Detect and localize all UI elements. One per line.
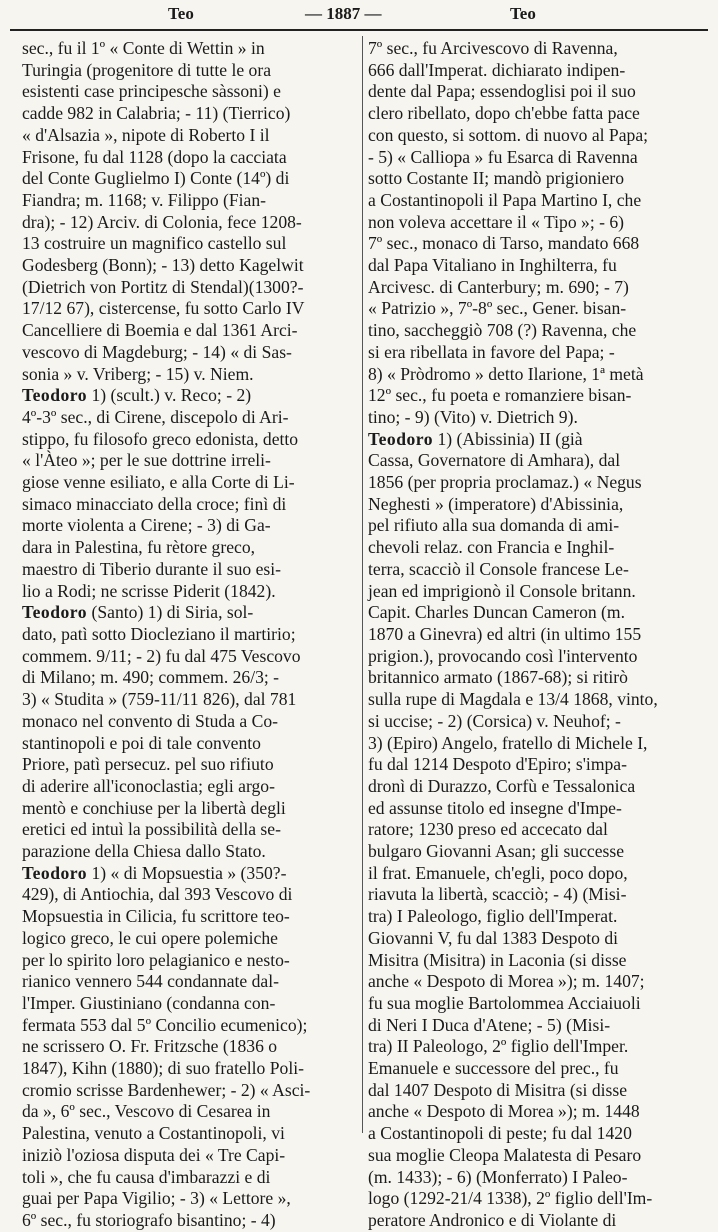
header-right-word: Teo [510, 4, 536, 23]
text-line: riavuta la libertà, scacciò; - 4) (Misi- [368, 884, 627, 905]
text-line: 1856 (per propria proclamaz.) « Negus [368, 472, 642, 493]
text-line: cadde 982 in Calabria; - 11) (Tierrico) [22, 103, 291, 124]
text-line: Fiandra; m. 1168; v. Filippo (Fian- [22, 189, 267, 210]
text-line: si uccise; - 2) (Corsica) v. Neuhof; - [368, 710, 621, 731]
text-line: a Costantinopoli il Papa Martino I, che [368, 189, 642, 210]
text-line: 7º sec., monaco di Tarso, mandato 668 [368, 233, 640, 254]
text-line: Cancelliere di Boemia e dal 1361 Arci- [22, 320, 298, 341]
text-line: 666 dall'Imperat. dichiarato indipen- [368, 59, 626, 80]
text-line: di Neri I Duca d'Atene; - 5) (Misi- [368, 1014, 611, 1035]
text-line: Mopsuestia in Cilicia, fu scrittore teo- [22, 906, 290, 927]
text-line: giose venne esiliato, e alla Corte di Li- [22, 472, 295, 493]
text-line: tino, saccheggiò 708 (?) Ravenna, che [368, 320, 637, 341]
text-line: Teodoro 1) « di Mopsuestia » (350?- [22, 862, 287, 883]
text-line: fu dal 1214 Despoto d'Epiro; s'impa- [368, 754, 627, 775]
text-line: chevoli relaz. con Francia e Inghil- [368, 537, 615, 558]
text-line: 3) (Epiro) Angelo, fratello di Michele I, [368, 732, 648, 753]
text-line: « l'Àteo »; per le sue dottrine irreli- [22, 450, 271, 471]
column-divider [362, 36, 363, 1133]
text-line: iniziò l'oziosa disputa dei « Tre Capi- [22, 1144, 286, 1165]
text-line: sua moglie Cleopa Malatesta di Pesaro [368, 1144, 642, 1165]
text-line: commem. 9/11; - 2) fu dal 475 Vescovo [22, 645, 301, 666]
text-line: ne scrissero O. Fr. Fritzsche (1836 o [22, 1036, 278, 1057]
text-line: sec., fu il 1º « Conte di Wettin » in [22, 38, 265, 58]
text-line: morte violenta a Cirene; - 3) di Ga- [22, 515, 271, 536]
text-line: dente dal Papa; essendoglisi poi il suo [368, 81, 636, 102]
text-line: sulla rupe di Magdala e 13/4 1868, vinto, [368, 689, 658, 710]
text-line: del Conte Guglielmo I) Conte (14º) di [22, 168, 290, 189]
text-line: ed assunse titolo ed insegne d'Impe- [368, 797, 622, 818]
text-line: parazione della Chiesa dallo Stato. [22, 841, 266, 862]
text-line: di aderire all'iconoclastia; egli argo- [22, 775, 275, 796]
text-line: anche « Despoto di Morea »); m. 1448 [368, 1101, 640, 1122]
page-header [0, 4, 718, 28]
entry-headword: Teodoro [22, 602, 88, 623]
text-line: dra); - 12) Arciv. di Colonia, fece 1208- [22, 211, 302, 232]
text-line: anche « Despoto di Morea »); m. 1407; [368, 971, 645, 992]
text-line: lio a Rodi; ne scrisse Piderit (1842). [22, 580, 276, 601]
text-line: sotto Costante II; mandò prigioniero [368, 168, 625, 189]
text-line: sonia » v. Vriberg; - 15) v. Niem. [22, 363, 254, 384]
text-line: di Milano; m. 490; commem. 26/3; - [22, 667, 280, 688]
text-line: toli », che fu causa d'imbarazzi e di [22, 1166, 271, 1187]
text-line: stantinopoli e poi di tale convento [22, 732, 261, 753]
text-line: (m. 1433); - 6) (Monferrato) I Paleo- [368, 1166, 628, 1187]
text-line: ratore; 1230 preso ed accecato dal [368, 819, 608, 840]
text-line: vescovo di Magdeburg; - 14) « di Sas- [22, 341, 292, 362]
text-line: 7º sec., fu Arcivescovo di Ravenna, [368, 38, 618, 58]
text-line: fu sua moglie Bartolommea Acciaiuoli [368, 992, 641, 1013]
left-column [22, 38, 360, 1232]
text-line: si era ribellata in favore del Papa; - [368, 341, 615, 362]
text-line: 1870 a Ginevra) ed altri (in ultimo 155 [368, 623, 642, 644]
text-line: prigion.), provocando così l'intervento [368, 645, 638, 666]
text-line: 4º-3º sec., di Cirene, discepolo di Ari- [22, 406, 289, 427]
text-line: terra, scacciò il Console francese Le- [368, 558, 629, 579]
text-line: clero ribellato, dopo ch'ebbe fatta pace [368, 103, 640, 124]
text-line: a Costantinopoli di peste; fu dal 1420 [368, 1123, 632, 1144]
text-line: simaco minacciato della croce; finì di [22, 493, 287, 514]
text-line: 1847), Kihn (1880); di suo fratello Poli- [22, 1058, 304, 1079]
text-line: da », 6º sec., Vescovo di Cesarea in [22, 1101, 271, 1122]
header-rule [10, 29, 708, 31]
entry-headword: Teodoro [22, 385, 88, 406]
text-line: logico greco, le cui opere polemiche [22, 927, 278, 948]
text-line: Cassa, Governatore di Amhara), dal [368, 450, 621, 471]
text-line: peratore Andronico e di Violante di [368, 1209, 617, 1230]
entry-headword: Teodoro [368, 428, 434, 449]
text-line: Misitra (Misitra) in Laconia (si disse [368, 949, 627, 970]
text-line: eretici ed intuì la possibilità della se- [22, 819, 281, 840]
text-line: dara in Palestina, fu rètore greco, [22, 537, 256, 558]
text-line: maestro di Tiberio durante il suo esi- [22, 558, 281, 579]
text-line: Neghesti » (imperatore) d'Abissinia, [368, 493, 624, 514]
text-line: britannico armato (1867-68); si ritirò [368, 667, 628, 688]
text-line: Capit. Charles Duncan Cameron (m. [368, 602, 625, 623]
text-line: 6º sec., fu storiografo bisantino; - 4) [22, 1209, 276, 1230]
text-line: Godesberg (Bonn); - 13) detto Kagelwit [22, 255, 304, 276]
text-line: stippo, fu filosofo greco edonista, detto [22, 428, 299, 449]
text-line: 13 costruire un magnifico castello sul [22, 233, 287, 254]
text-line: « d'Alsazia », nipote di Roberto I il [22, 124, 270, 145]
right-column [368, 38, 698, 1232]
text-line: il frat. Emanuele, ch'egli, poco dopo, [368, 862, 628, 883]
text-line: tino; - 9) (Vito) v. Dietrich 9). [368, 406, 578, 427]
text-line: Giovanni V, fu dal 1383 Despoto di [368, 927, 619, 948]
text-line: (Dietrich von Portitz di Stendal)(1300?- [22, 276, 304, 297]
text-line: con questo, si sottom. di nuovo al Papa; [368, 124, 649, 145]
text-line: per lo spirito loro pelagianico e nesto- [22, 949, 290, 970]
text-line: Teodoro 1) (scult.) v. Reco; - 2) [22, 385, 252, 406]
text-line: non voleva accettare il « Tipo »; - 6) [368, 211, 625, 232]
text-line: rianico vennero 544 condannate dal- [22, 971, 279, 992]
text-line: Turingia (progenitore di tutte le ora [22, 59, 272, 80]
text-line: jean ed imprigionò il Console britann. [368, 580, 636, 601]
text-line: tra) II Paleologo, 2º figlio dell'Imper. [368, 1036, 629, 1057]
text-line: dato, patì sotto Diocleziano il martirio; [22, 623, 296, 644]
page-number: — 1887 — [305, 4, 382, 23]
text-line: mentò e conchiuse per la libertà degli [22, 797, 286, 818]
text-line: 17/12 67), cistercense, fu sotto Carlo IV [22, 298, 305, 319]
text-line: dronì di Durazzo, Corfù e Tessalonica [368, 775, 636, 796]
text-line: Frisone, fu dal 1128 (dopo la cacciata [22, 146, 287, 167]
text-line: fermata 553 dal 5º Concilio ecumenico); [22, 1014, 308, 1035]
text-line: dal Papa Vitaliano in Inghilterra, fu [368, 255, 617, 276]
text-line: 8) « Pròdromo » detto Ilarione, 1ª metà [368, 363, 644, 384]
entry-headword: Teodoro [22, 862, 88, 883]
text-line: l'Imper. Giustiniano (condanna con- [22, 992, 276, 1013]
text-line: Arcivesc. di Canterbury; m. 690; - 7) [368, 276, 629, 297]
text-line: Palestina, venuto a Costantinopoli, vi [22, 1123, 285, 1144]
text-line: 3) « Studita » (759-11/11 826), dal 781 [22, 689, 297, 710]
text-line: Priore, patì persecuz. pel suo rifiuto [22, 754, 274, 775]
header-left-word: Teo [168, 4, 194, 23]
text-line: bulgaro Giovanni Asan; gli successe [368, 841, 625, 862]
text-line: dal 1407 Despoto di Misitra (si disse [368, 1079, 628, 1100]
text-line: cromio scrisse Bardenhewer; - 2) « Asci- [22, 1079, 311, 1100]
text-line: 12º sec., fu poeta e romanziere bisan- [368, 385, 632, 406]
text-line: tra) I Paleologo, figlio dell'Imperat. [368, 906, 618, 927]
text-line: 429), di Antiochia, dal 393 Vescovo di [22, 884, 293, 905]
text-line: Emanuele e successore del prec., fu [368, 1058, 619, 1079]
text-line: guai per Papa Vigilio; - 3) « Lettore », [22, 1188, 291, 1209]
text-line: monaco nel convento di Studa a Co- [22, 710, 279, 731]
text-line: « Patrizio », 7º-8º sec., Gener. bisan- [368, 298, 627, 319]
text-line: esistenti case principesche sàssoni) e [22, 81, 281, 102]
text-line: Teodoro (Santo) 1) di Siria, sol- [22, 602, 254, 623]
text-line: - 5) « Calliopa » fu Esarca di Ravenna [368, 146, 638, 167]
text-line: Teodoro 1) (Abissinia) II (già [368, 428, 583, 449]
text-line: pel rifiuto alla sua domanda di ami- [368, 515, 620, 536]
text-line: logo (1292-21/4 1338), 2º figlio dell'Im- [368, 1188, 653, 1209]
